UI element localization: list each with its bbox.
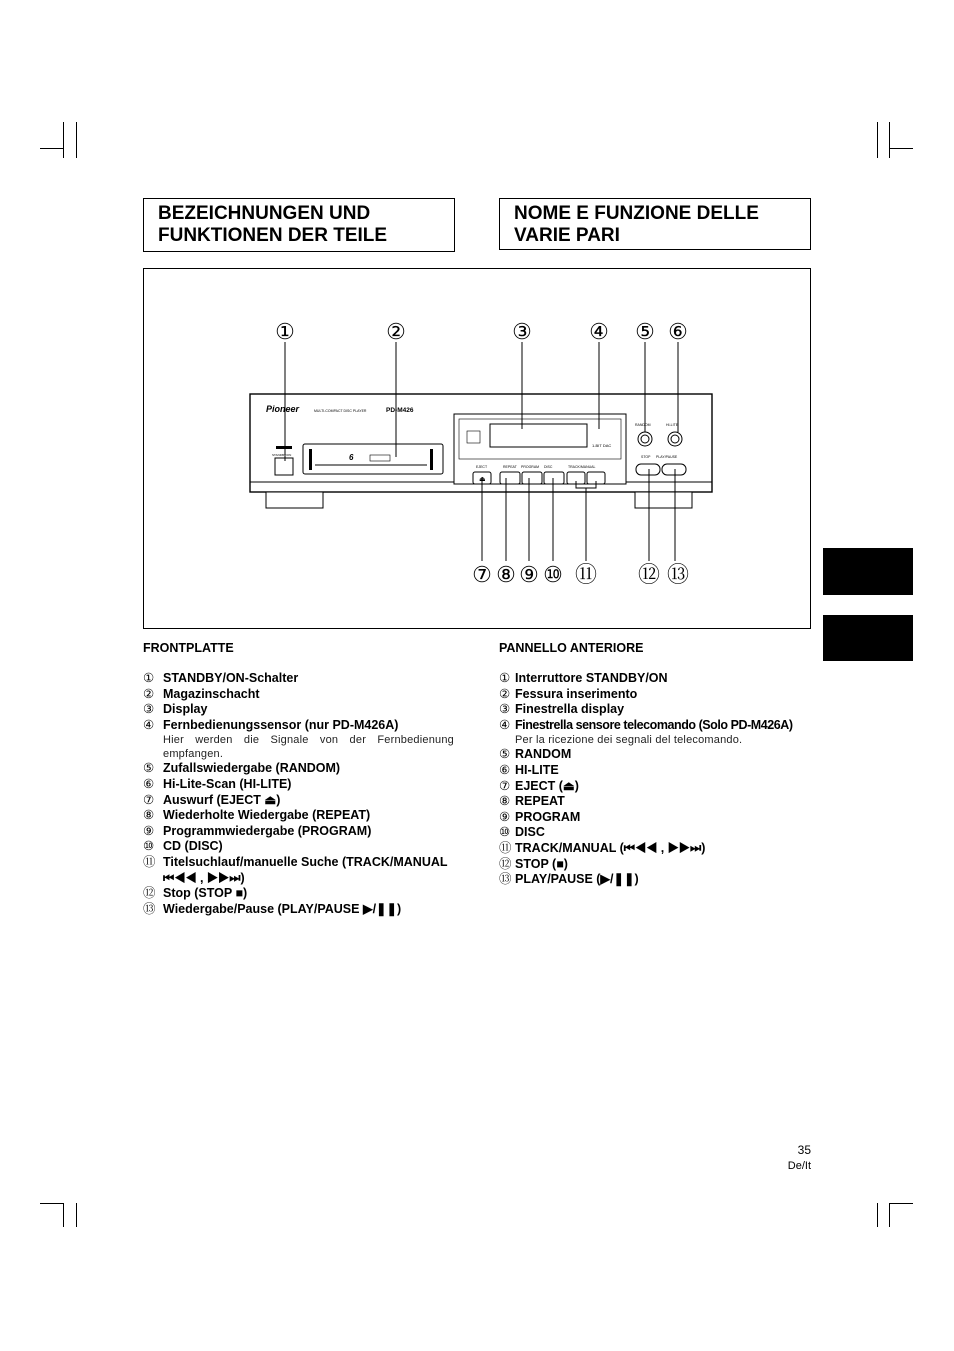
callout-11: ⑪ [574,562,598,587]
random-label: RANDOM [635,423,651,427]
de-item-4: ④ Fernbedienungssensor (nur PD-M426A) [143,717,399,732]
german-heading: FRONTPLATTE [143,641,234,655]
de-item-2: ② Magazinschacht [143,686,260,701]
front-panel-illustration [144,269,810,628]
italian-heading: PANNELLO ANTERIORE [499,641,644,655]
repeat-label: REPEAT [503,465,517,469]
it-item-9: ⑨ PROGRAM [499,809,581,824]
it-item-2: ② Fessura inserimento [499,686,638,701]
callout-3: ③ [512,319,532,344]
german-column [143,641,455,917]
standby-button[interactable] [275,458,293,475]
callout-2: ② [386,319,406,344]
program-label: PROGRAM [521,465,540,469]
it-item-4-note: Per la ricezione dei segnali del telecomando. [515,734,743,747]
title-german-line1: BEZEICHNUNGEN UND [158,203,371,224]
it-item-12: ⑫ STOP (■) [499,856,568,871]
de-item-10: ⑩ CD (DISC) [143,839,223,854]
it-item-5: ⑤ RANDOM [499,747,572,762]
de-item-5: ⑤ Zufallswiedergabe (RANDOM) [143,761,341,776]
repeat-button[interactable] [500,472,520,484]
play-pause-label: PLAY/PAUSE [656,455,678,459]
de-item-1: ① STANDBY/ON-Schalter [143,671,299,685]
callout-5: ⑤ [635,319,655,344]
model-label: PD-M426 [386,407,414,414]
play-pause-button[interactable] [662,464,686,475]
it-item-11: ⑪ TRACK/MANUAL (⏮◀◀ , ▶▶⏭) [499,840,706,855]
program-button[interactable] [522,472,542,484]
disc-button[interactable] [544,472,564,484]
italian-column [499,641,813,888]
magazine-slot[interactable] [303,444,443,474]
side-tab-german [823,548,913,595]
track-manual-label: TRACK/MANUAL [568,465,596,469]
de-item-12: ⑫ Stop (STOP ■) [143,886,248,901]
subtitle-label: MULTI-COMPACT DISC PLAYER [314,409,367,413]
svg-text:⏏: ⏏ [479,476,486,483]
disc-label: DISC [544,465,553,469]
it-item-1: ① Interruttore STANDBY/ON [499,671,668,685]
de-item-3: ③ Display [143,702,208,717]
de-item-9: ⑨ Programmwiedergabe (PROGRAM) [143,823,372,838]
it-item-10: ⑩ DISC [499,825,545,840]
de-item-13: ⑬ Wiedergabe/Pause (PLAY/PAUSE ▶/❚❚) [143,901,402,916]
callout-6: ⑥ [668,319,688,344]
random-button[interactable] [638,432,652,446]
it-item-6: ⑥ HI-LITE [499,762,559,777]
stop-label: STOP [641,455,651,459]
brand-logo: Pioneer [266,404,300,414]
callout-7: ⑦ [472,562,492,587]
title-italian-line1: NOME E FUNZIONE DELLE [514,203,759,224]
callout-10: ⑩ [543,562,563,587]
bitstream-label: 1-BIT DAC [592,443,612,448]
it-item-13: ⑬ PLAY/PAUSE (▶/❚❚) [499,872,639,887]
de-item-7: ⑦ Auswurf (EJECT ⏏) [143,792,281,807]
it-item-3: ③ Finestrella display [499,702,625,717]
it-item-7: ⑦ EJECT (⏏) [499,778,579,793]
title-italian-line2: VARIE PARI [514,225,620,246]
title-german-line2: FUNKTIONEN DER TEILE [158,225,388,246]
de-item-6: ⑥ Hi-Lite-Scan (HI-LITE) [143,776,292,791]
page-number: 35 [797,1143,811,1157]
callout-13: ⑬ [666,562,690,587]
italian-item-list [499,671,813,888]
title-german [143,198,455,252]
standby-label: STANDBY/ON [272,453,292,457]
callout-1: ① [275,319,295,344]
display-window [490,424,587,447]
de-item-4-note: Hier werden die Signale von der Fernbedienung empfangen. [163,734,454,761]
language-code: De/It [787,1160,811,1172]
it-item-4: ④ Finestrella sensore telecomando (Solo PD-M426A) [499,717,793,732]
german-item-list [143,671,455,917]
it-item-8: ⑧ REPEAT [499,794,565,809]
callout-8: ⑧ [496,562,516,587]
de-item-11-cont: ⏮◀◀ , ▶▶⏭) [163,870,245,885]
front-panel-figure [143,268,811,629]
svg-text:6: 6 [349,453,354,462]
title-italian [499,198,811,250]
de-item-11: ⑪ Titelsuchlauf/manuelle Suche (TRACK/MANUAL [143,854,448,869]
callout-12: ⑫ [637,562,661,587]
callout-9: ⑨ [519,562,539,587]
hilite-label: HI-LITE [666,423,679,427]
de-item-8: ⑧ Wiederholte Wiedergabe (REPEAT) [143,808,371,823]
hilite-button[interactable] [668,432,682,446]
eject-label: EJECT [476,465,488,469]
stop-button[interactable] [636,464,660,475]
callout-4: ④ [589,319,609,344]
side-tab-italian [823,615,913,661]
